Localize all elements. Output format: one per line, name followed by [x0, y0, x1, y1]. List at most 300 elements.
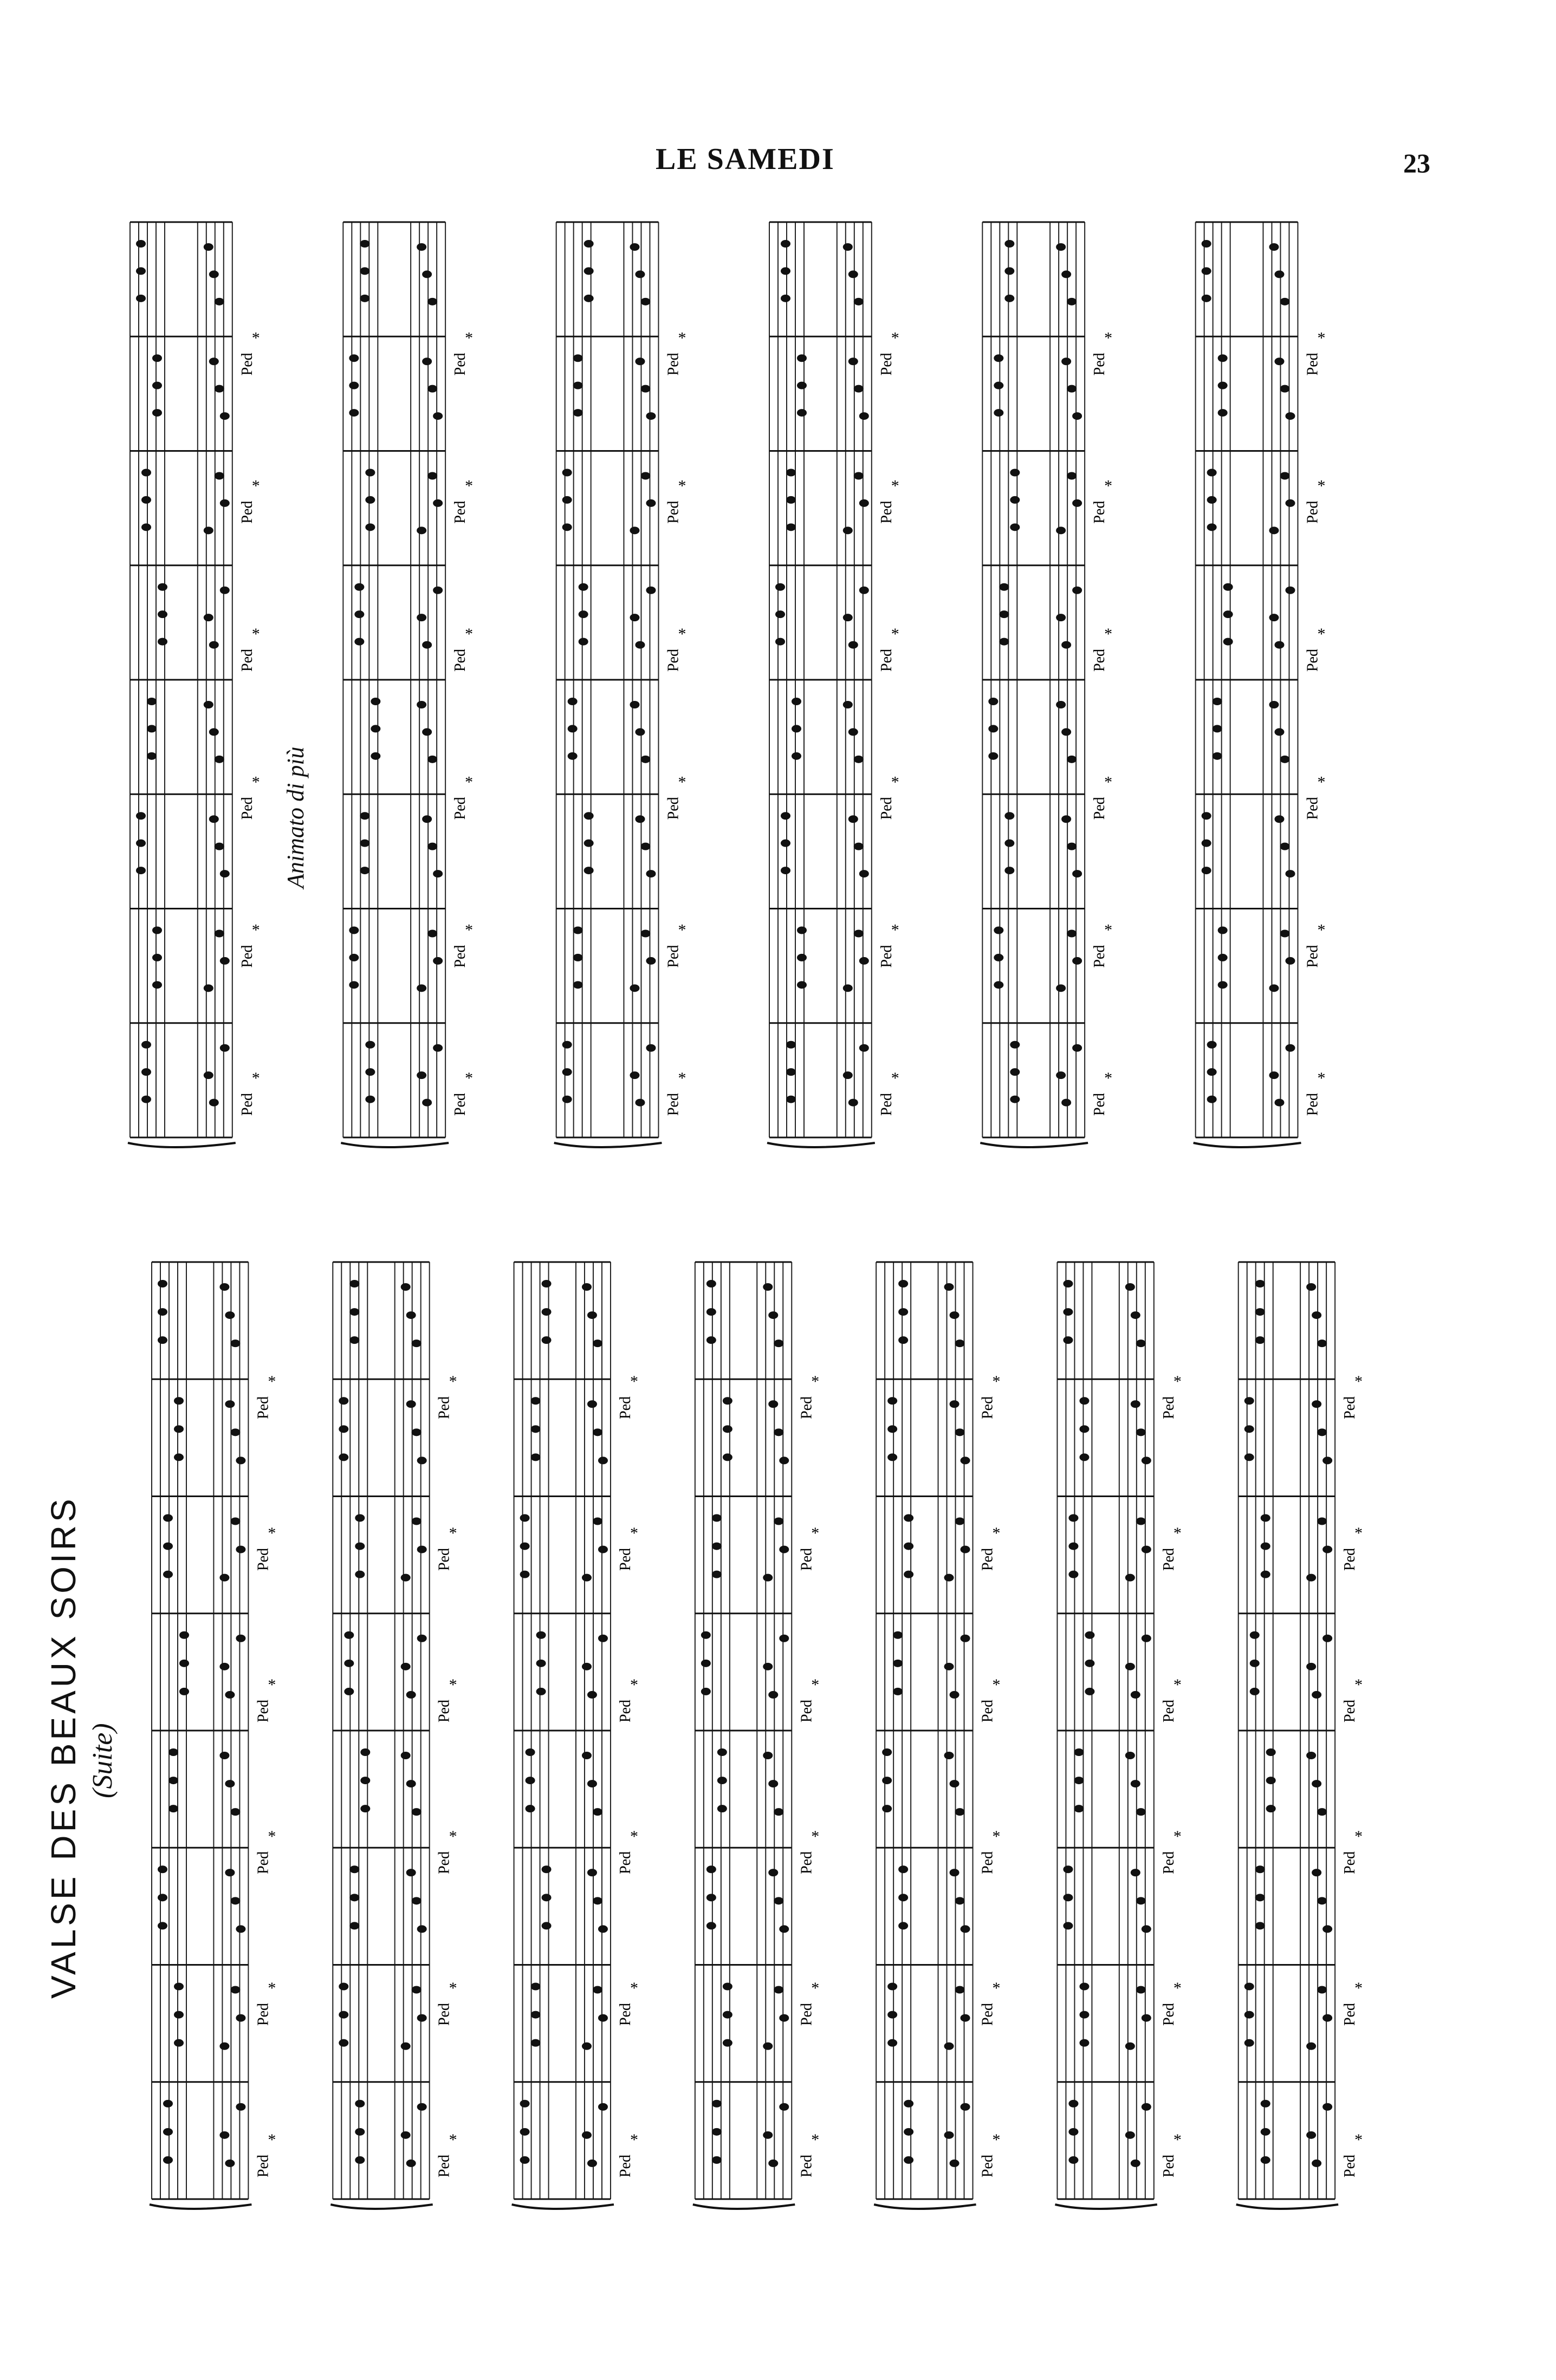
note-head — [562, 1041, 572, 1049]
note-head — [859, 499, 869, 507]
pedal-mark: Ped — [255, 1548, 272, 1571]
staves-lower — [141, 1257, 1430, 2210]
note-head — [768, 1869, 778, 1876]
note-head — [1306, 1283, 1316, 1291]
note-head — [904, 2100, 913, 2108]
note-head — [1068, 1543, 1078, 1550]
note-head — [706, 1336, 716, 1344]
note-head — [1255, 1308, 1265, 1316]
pedal-mark: Ped — [1160, 1700, 1177, 1722]
pedal-release-mark: * — [268, 2131, 276, 2149]
note-head — [562, 1068, 572, 1076]
note-head — [422, 728, 432, 736]
note-head — [593, 1428, 602, 1436]
pedal-release-mark: * — [891, 921, 899, 939]
note-head — [988, 698, 998, 705]
note-head — [587, 1311, 597, 1319]
note-head — [584, 240, 594, 248]
note-head — [136, 867, 146, 874]
note-head — [542, 1894, 552, 1901]
note-head — [587, 1400, 597, 1408]
note-head — [1004, 812, 1014, 820]
note-head — [531, 1983, 541, 1991]
note-head — [168, 1777, 178, 1784]
note-head — [168, 1805, 178, 1812]
note-head — [209, 1099, 219, 1107]
note-head — [1244, 1397, 1254, 1404]
note-head — [406, 1691, 416, 1699]
note-head — [1063, 1894, 1073, 1901]
note-head — [1202, 840, 1211, 847]
note-head — [163, 2156, 173, 2164]
note-head — [412, 1808, 422, 1816]
note-head — [579, 583, 588, 591]
pedal-mark: Ped — [452, 945, 469, 968]
note-head — [1207, 496, 1217, 504]
piano-system — [1194, 222, 1326, 1147]
note-head — [582, 1752, 592, 1759]
note-head — [1142, 2103, 1151, 2111]
note-head — [174, 1983, 184, 1991]
system-brace — [330, 2205, 432, 2209]
note-head — [701, 1631, 711, 1639]
note-head — [147, 752, 157, 760]
pedal-mark: Ped — [979, 2003, 996, 2026]
note-head — [152, 981, 162, 989]
note-head — [158, 1865, 167, 1873]
note-head — [236, 1546, 245, 1553]
pedal-mark: Ped — [1091, 649, 1108, 672]
note-head — [593, 1339, 602, 1347]
note-head — [779, 2103, 789, 2111]
pedal-mark: Ped — [436, 1548, 453, 1571]
note-head — [573, 409, 583, 417]
piece-title: VALSE DES BEAUX SOIRS — [44, 1495, 83, 1999]
note-head — [950, 1780, 959, 1787]
note-head — [1266, 1805, 1276, 1812]
note-head — [417, 984, 426, 992]
note-head — [781, 267, 790, 275]
note-head — [1218, 954, 1228, 961]
note-head — [584, 840, 594, 847]
pedal-mark: Ped — [436, 1396, 453, 1419]
note-head — [999, 610, 1009, 618]
note-head — [236, 2103, 245, 2111]
note-head — [898, 1922, 908, 1929]
note-head — [1142, 1635, 1151, 1642]
note-head — [220, 587, 230, 594]
note-head — [520, 1571, 530, 1578]
note-head — [893, 1660, 903, 1667]
note-head — [1317, 1986, 1327, 1994]
note-head — [1202, 240, 1211, 248]
piano-system — [874, 1262, 1000, 2209]
note-head — [433, 412, 443, 420]
note-head — [219, 2131, 229, 2139]
note-head — [204, 701, 213, 708]
note-head — [598, 1546, 608, 1553]
note-head — [1079, 1453, 1089, 1461]
pedal-release-mark: * — [1104, 477, 1113, 495]
note-head — [988, 752, 998, 760]
note-head — [1322, 1925, 1332, 1933]
pedal-release-mark: * — [1104, 773, 1113, 791]
pedal-mark: Ped — [1341, 2155, 1359, 2177]
pedal-release-mark: * — [1354, 2131, 1363, 2149]
note-head — [1285, 412, 1295, 420]
pedal-release-mark: * — [678, 921, 686, 939]
note-head — [723, 1983, 732, 1991]
pedal-mark: Ped — [1160, 1851, 1177, 1874]
note-head — [1218, 409, 1228, 417]
note-head — [1285, 499, 1295, 507]
note-head — [786, 523, 796, 531]
note-head — [1255, 1336, 1265, 1344]
note-head — [220, 870, 230, 877]
note-head — [536, 1631, 546, 1639]
note-head — [1312, 1400, 1321, 1408]
pedal-mark: Ped — [798, 1700, 815, 1722]
note-head — [717, 1748, 727, 1756]
note-head — [582, 2043, 592, 2050]
pedal-mark: Ped — [436, 2003, 453, 2026]
note-head — [768, 2160, 778, 2167]
note-head — [219, 2043, 229, 2050]
note-head — [520, 1543, 530, 1550]
note-head — [768, 1691, 778, 1699]
note-head — [582, 1663, 592, 1670]
note-head — [230, 1986, 240, 1994]
note-head — [859, 587, 869, 594]
note-head — [843, 526, 853, 534]
pedal-mark: Ped — [436, 2155, 453, 2177]
page-number: 23 — [1403, 148, 1430, 178]
note-head — [355, 2100, 365, 2108]
note-head — [1255, 1894, 1265, 1901]
pedal-mark: Ped — [1091, 797, 1108, 820]
note-head — [882, 1777, 892, 1784]
pedal-release-mark: * — [1317, 1069, 1326, 1087]
note-head — [646, 499, 656, 507]
note-head — [854, 385, 864, 393]
note-head — [712, 2156, 722, 2164]
note-head — [225, 1311, 235, 1319]
note-head — [1004, 240, 1014, 248]
note-head — [349, 1865, 359, 1873]
note-head — [854, 756, 864, 763]
note-head — [961, 2014, 970, 2022]
pedal-release-mark: * — [992, 1828, 1001, 1845]
note-head — [630, 614, 639, 621]
pedal-release-mark: * — [678, 625, 686, 643]
pedal-release-mark: * — [891, 477, 899, 495]
note-head — [520, 2100, 530, 2108]
note-head — [152, 954, 162, 961]
pedal-release-mark: * — [1173, 1676, 1182, 1694]
note-head — [961, 2103, 970, 2111]
note-head — [158, 1922, 167, 1929]
note-head — [1061, 357, 1071, 365]
pedal-release-mark: * — [630, 1828, 638, 1845]
note-head — [1061, 815, 1071, 823]
note-head — [354, 638, 364, 646]
note-head — [204, 1071, 213, 1079]
note-head — [1306, 2043, 1316, 2050]
note-head — [1269, 984, 1279, 992]
note-head — [1255, 1865, 1265, 1873]
note-head — [412, 1897, 422, 1904]
note-head — [141, 523, 151, 531]
pedal-mark: Ped — [617, 2003, 634, 2026]
note-head — [712, 1543, 722, 1550]
pedal-mark: Ped — [878, 500, 895, 524]
note-head — [152, 382, 162, 389]
note-head — [417, 1456, 427, 1464]
note-head — [163, 1543, 173, 1550]
pedal-mark: Ped — [1160, 1548, 1177, 1571]
pedal-release-mark: * — [449, 1676, 457, 1694]
note-head — [1202, 867, 1211, 874]
note-head — [854, 298, 864, 305]
pedal-release-mark: * — [268, 1828, 276, 1845]
note-head — [1285, 870, 1295, 877]
note-head — [950, 1311, 959, 1319]
note-head — [723, 1453, 732, 1461]
note-head — [215, 843, 224, 850]
note-head — [417, 2014, 427, 2022]
note-head — [598, 2014, 608, 2022]
note-head — [701, 1688, 711, 1695]
note-head — [1213, 698, 1222, 705]
note-head — [1072, 587, 1082, 594]
note-head — [1244, 1425, 1254, 1433]
note-head — [843, 984, 853, 992]
note-head — [887, 1453, 897, 1461]
note-head — [573, 382, 583, 389]
note-head — [422, 815, 432, 823]
note-head — [568, 698, 578, 705]
note-head — [1125, 1752, 1135, 1759]
note-head — [887, 1425, 897, 1433]
piano-system — [554, 222, 686, 1147]
note-head — [1213, 752, 1222, 760]
note-head — [147, 698, 157, 705]
note-head — [781, 867, 790, 874]
system-brace — [128, 1143, 236, 1147]
pedal-mark: Ped — [665, 797, 682, 820]
note-head — [848, 357, 858, 365]
note-head — [406, 2160, 416, 2167]
note-head — [526, 1805, 535, 1812]
note-head — [1250, 1660, 1260, 1667]
note-head — [427, 298, 437, 305]
page-header — [0, 142, 1556, 191]
note-head — [1067, 385, 1077, 393]
note-head — [1261, 1514, 1270, 1522]
note-head — [163, 1514, 173, 1522]
pedal-mark: Ped — [1341, 1396, 1359, 1419]
note-head — [433, 1044, 443, 1052]
system-brace — [150, 2205, 251, 2209]
note-head — [147, 725, 157, 732]
system-brace — [1194, 1143, 1301, 1147]
note-head — [219, 1283, 229, 1291]
note-head — [141, 496, 151, 504]
note-head — [349, 1336, 359, 1344]
note-head — [723, 1425, 732, 1433]
note-head — [417, 2103, 427, 2111]
note-head — [1072, 499, 1082, 507]
note-head — [843, 1071, 853, 1079]
note-head — [339, 1397, 348, 1404]
note-head — [955, 1339, 965, 1347]
note-head — [774, 1428, 783, 1436]
note-head — [584, 267, 594, 275]
pedal-release-mark: * — [268, 1676, 276, 1694]
pedal-mark: Ped — [878, 1093, 895, 1116]
pedal-release-mark: * — [1317, 625, 1326, 643]
note-head — [779, 1925, 789, 1933]
note-head — [417, 1071, 426, 1079]
note-head — [219, 1752, 229, 1759]
note-head — [230, 1428, 240, 1436]
note-head — [401, 1663, 411, 1670]
note-head — [640, 930, 650, 938]
note-head — [584, 867, 594, 874]
note-head — [781, 840, 790, 847]
note-head — [1010, 1096, 1020, 1103]
pedal-release-mark: * — [251, 1069, 260, 1087]
note-head — [349, 954, 359, 961]
system-brace — [693, 2205, 795, 2209]
note-head — [433, 587, 443, 594]
note-head — [1067, 843, 1077, 850]
note-head — [136, 240, 146, 248]
note-head — [950, 2160, 959, 2167]
note-head — [781, 240, 790, 248]
note-head — [1010, 523, 1020, 531]
note-head — [136, 295, 146, 302]
note-head — [562, 469, 572, 477]
note-head — [401, 2043, 411, 2050]
note-head — [573, 954, 583, 961]
note-head — [859, 957, 869, 965]
note-head — [1207, 1096, 1217, 1103]
pedal-release-mark: * — [251, 625, 260, 643]
note-head — [401, 1283, 411, 1291]
pedal-release-mark: * — [268, 1524, 276, 1542]
note-head — [763, 2131, 773, 2139]
pedal-release-mark: * — [449, 1979, 457, 1997]
pedal-release-mark: * — [465, 921, 474, 939]
note-head — [225, 1691, 235, 1699]
note-head — [225, 2160, 235, 2167]
note-head — [1255, 1922, 1265, 1929]
note-head — [417, 701, 426, 708]
note-head — [706, 1308, 716, 1316]
pedal-mark: Ped — [878, 945, 895, 968]
note-head — [1202, 812, 1211, 820]
note-head — [763, 2043, 773, 2050]
note-head — [1306, 1752, 1316, 1759]
note-head — [774, 1808, 783, 1816]
note-head — [355, 2156, 365, 2164]
note-head — [712, 2128, 722, 2136]
note-head — [1125, 1663, 1135, 1670]
note-head — [417, 1635, 427, 1642]
pedal-mark: Ped — [452, 500, 469, 524]
pedal-mark: Ped — [617, 2155, 634, 2177]
pedal-release-mark: * — [449, 2131, 457, 2149]
note-head — [1067, 298, 1077, 305]
note-head — [427, 472, 437, 480]
note-head — [1131, 2160, 1140, 2167]
note-head — [354, 610, 364, 618]
piano-system — [341, 222, 473, 1147]
note-head — [893, 1688, 903, 1695]
note-head — [225, 1780, 235, 1787]
note-head — [898, 1865, 908, 1873]
note-head — [843, 614, 853, 621]
note-head — [1244, 1453, 1254, 1461]
note-head — [344, 1688, 354, 1695]
note-head — [230, 1518, 240, 1525]
note-head — [763, 1283, 773, 1291]
note-head — [763, 1752, 773, 1759]
note-head — [1136, 1518, 1146, 1525]
pedal-release-mark: * — [251, 773, 260, 791]
pedal-release-mark: * — [992, 1676, 1001, 1694]
note-head — [1131, 1400, 1140, 1408]
piano-system — [512, 1262, 638, 2209]
pedal-mark: Ped — [665, 945, 682, 968]
note-head — [1274, 1099, 1284, 1107]
note-head — [944, 1283, 954, 1291]
pedal-release-mark: * — [1354, 1979, 1363, 1997]
pedal-release-mark: * — [268, 1373, 276, 1390]
note-head — [904, 1543, 913, 1550]
pedal-release-mark: * — [1104, 329, 1113, 347]
note-head — [779, 1456, 789, 1464]
pedal-mark: Ped — [452, 649, 469, 672]
note-head — [360, 1748, 370, 1756]
note-head — [712, 1571, 722, 1578]
note-head — [1136, 1986, 1146, 1994]
note-head — [635, 815, 645, 823]
note-head — [582, 1574, 592, 1582]
piano-system — [150, 1262, 276, 2209]
note-head — [723, 2011, 732, 2019]
pedal-mark: Ped — [1341, 2003, 1359, 2026]
note-head — [365, 469, 375, 477]
system-brace — [767, 1143, 875, 1147]
note-head — [365, 1068, 375, 1076]
note-head — [706, 1865, 716, 1873]
note-head — [1244, 2039, 1254, 2047]
pedal-release-mark: * — [1317, 329, 1326, 347]
pedal-mark: Ped — [1160, 1396, 1177, 1419]
note-head — [944, 1574, 954, 1582]
note-head — [427, 385, 437, 393]
note-head — [542, 1280, 552, 1287]
note-head — [174, 2011, 184, 2019]
pedal-release-mark: * — [678, 1069, 686, 1087]
note-head — [158, 1336, 167, 1344]
note-head — [136, 840, 146, 847]
note-head — [786, 1096, 796, 1103]
note-head — [887, 1983, 897, 1991]
note-head — [1218, 981, 1228, 989]
